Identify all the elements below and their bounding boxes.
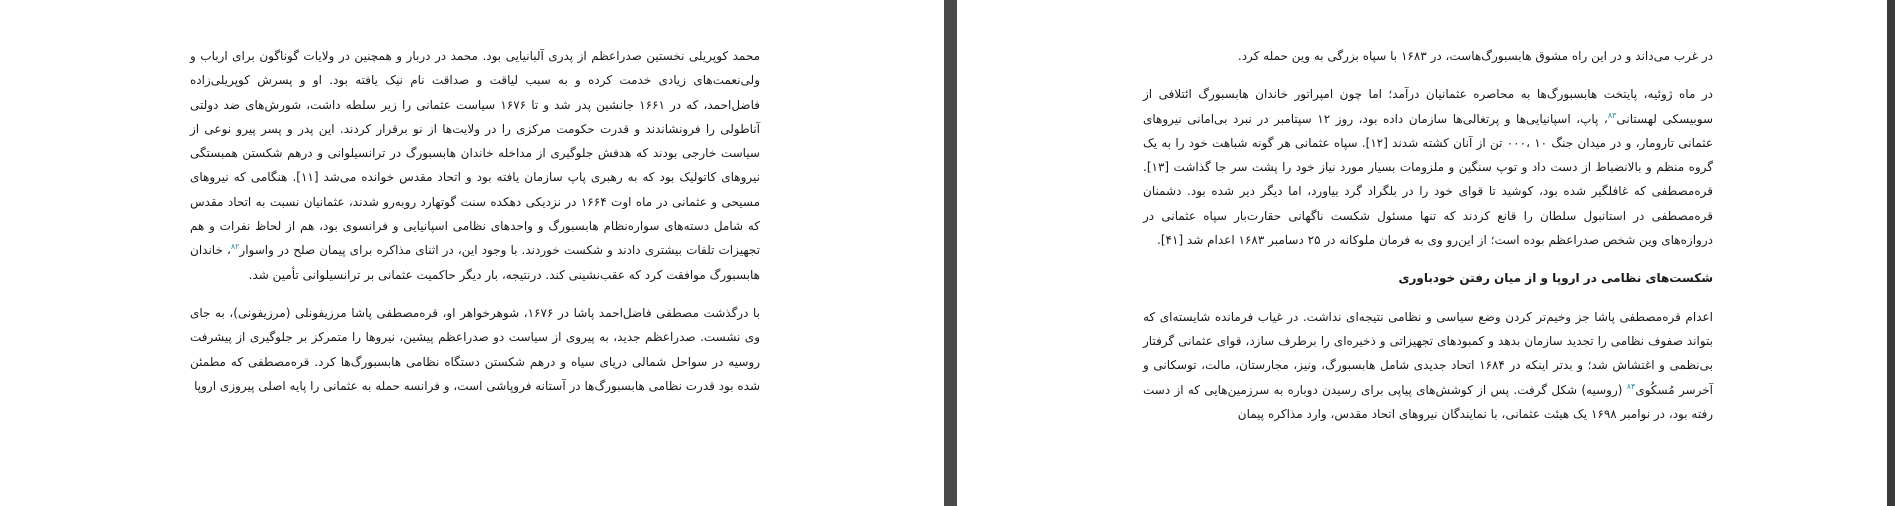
paragraph [190, 44, 760, 287]
left-page-text [190, 44, 760, 398]
right-page-text [1143, 44, 1713, 440]
text-run: ، پاپ، اسپانیایی‌ها و پرتغالی‌ها سازمان داده بود، روز ۱۲ سپتامبر در نبرد بی‌امانی نیروهای عثمانی تارومار، و در میدان جنگ ۱۰ ،۰۰۰ تن از آنان کشته شدند [۱۲]. سپاه عثمانی هر گونه شباهت خود را به یک گروه منظم و بالانضباط از دست داد و توپ سنگین و ملزومات بسیار مورد نیاز خود را پشت سر جا گذاشت [۱۳]. قره‌مصطفی که غافلگیر شده بود، کوشید تا قوای خود را در بلگراد گرد بیاورد، اما دیگر دیر شده بود. دشمنان قره‌مصطفی در استانبول سلطان را قانع کردند که تنها مسئول شکست ناگهانی حقارت‌بار سپاه عثمانی در دروازه‌های وین شخص صدراعظم بوده است؛ از این‌رو وی به فرمان ملوکانه در ۲۵ دسامبر ۱۶۸۳ اعدام شد [۴۱]. [1143, 111, 1714, 248]
text-run: اعدام قره‌مصطفی پاشا جز وخیم‌تر کردن وضع سیاسی و نظامی نتیجه‌ای نداشت. در غیاب فرمانده شایسته‌ای که بتواند صفوف نظامی را تجدید سازمان بدهد و کمبودهای تجهیزاتی و ذخیره‌ای را برطرف سازد، قوای عثمانی گرفتار بی‌نظمی و اغتشاش شد؛ و بدتر اینکه در ۱۶۸۴ اتحاد جدیدی شامل هابسبورگ، ونیز، مجارستان، مالت، توسکانی و آخرسر مُسکُوی [1143, 309, 1713, 397]
section-heading: شکست‌های نظامی در اروپا و از میان رفتن خودباوری [1398, 271, 1713, 286]
footnote-marker[interactable]: ۸۴ [1626, 381, 1636, 391]
text-run: در غرب می‌داند و در این راه مشوق هابسبورگ‌هاست، در ۱۶۸۳ با سپاه بزرگی به وین حمله کرد. [1237, 49, 1713, 63]
footnote-marker[interactable]: ۸۲ [230, 242, 240, 252]
text-run: در ماه ژوئیه، پایتخت هابسبورگ‌ها به محاصره عثمانیان درآمد؛ اما چون امپراتور خاندان هابسبورگ ائتلافی از سوبیسکی لهستانی [1143, 87, 1714, 126]
footnote-marker[interactable]: ۸۳ [1607, 110, 1617, 120]
paragraph [1143, 44, 1713, 68]
paragraph [190, 301, 760, 398]
text-run: (روسیه) شکل گرفت. پس از کوشش‌های پیاپی برای رسیدن دوباره به سرزمین‌هایی که از دست رفته بود، در نوامبر ۱۶۹۸ یک هیئت عثمانی، با نمایندگان نیروهای اتحاد مقدس، وارد مذاکره پیمان [1143, 382, 1713, 421]
paragraph [1143, 305, 1713, 426]
right-page [957, 0, 1895, 506]
text-run: ، خاندان هابسبورگ موافقت کرد که عقب‌نشینی کند. درنتیجه، بار دیگر حاکمیت عثمانی بر ترانسیلوانی تأمین شد. [190, 243, 760, 282]
text-run: محمد کوپریلی نخستین صدراعظم از پدری آلبانیایی بود. محمد در دربار و همچنین در ولایات گوناگون برای ارباب و ولی‌نعمت‌های زیادی خدمت کرده و به سبب لیاقت و صداقت نام نیک یافته بود. او و پسرش کوپریلی‌زاده فاضل‌احمد، که در ۱۶۶۱ جانشین پدر شد و تا ۱۶۷۶ سیاست عثمانی را زیر سلطه داشت، شورش‌های ضد دولتی آناطولی را فرونشاندند و قدرت حکومت مرکزی را در ولایت‌ها از نو برقرار کردند. این پدر و پسر پیرو نوعی از سیاست خارجی بودند که هدفش جلوگیری از مداخله خاندان هابسبورگ در ترانسیلوانی و درهم شکستن همبستگی نیروهای کاتولیک بود که به رهبری پاپ سازمان یافته بود و اتحاد مقدس خوانده می‌شد [۱۱]. هنگامی که نیروهای مسیحی و عثمانی در ماه اوت ۱۶۶۴ در نزدیکی دهکده سنت گوتهارد روبه‌رو شدند، عثمانیان نسبت به اتحاد مقدس که شامل دسته‌های سواره‌نظام هابسبورگ و واحدهای نظامی اسپانیایی و فرانسوی بود، هم از لحاظ نفرات و هم تجهیزات تلفات بیشتری دادند و شکست خوردند. با وجود این، در اثنای مذاکره برای پیمان صلح در واسوار [190, 49, 761, 258]
paragraph [1143, 82, 1713, 252]
left-page [0, 0, 944, 506]
scrollbar[interactable] [1887, 0, 1895, 506]
page-gap [944, 0, 957, 506]
text-run: با درگذشت مصطفی فاضل‌احمد پاشا در ۱۶۷۶، شوهرخواهر او، قره‌مصطفی پاشا مرزیفونلی (مرزیفونی)، به جای وی نشست. صدراعظم جدید، به پیروی از سیاست دو صدراعظم پیشین، نیروها را متمرکز بر جلوگیری از پیشرفت روسیه در سواحل شمالی دریای سیاه و درهم شکستن دستگاه نظامی هابسبورگ‌ها کرد. قره‌مصطفی که مطمئن شده بود قدرت نظامی هابسبورگ‌ها در آستانه فروپاشی است، و فرانسه حمله به عثمانی را پایه اصلی پیروزی اروپا [190, 305, 760, 393]
